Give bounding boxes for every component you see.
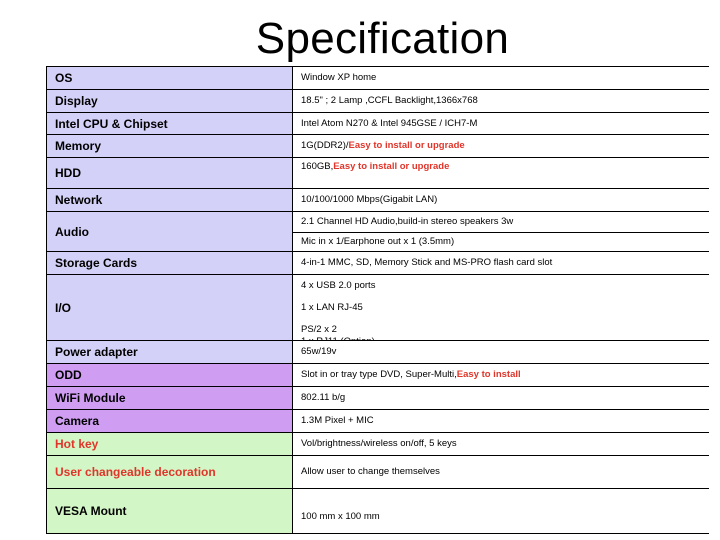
- storage-label: Storage Cards: [47, 252, 292, 274]
- hotkey-value: Vol/brightness/wireless on/off, 5 keys: [293, 433, 711, 455]
- odd-value-text: Slot in or tray type DVD, Super-Multi,: [301, 369, 457, 380]
- camera-label: Camera: [47, 410, 292, 432]
- odd-value: [293, 364, 711, 386]
- display-value: 18.5" ; 2 Lamp ,CCFL Backlight,1366x768: [293, 90, 711, 112]
- hdd-highlight: Easy to install or upgrade: [333, 161, 450, 172]
- io-value: [293, 275, 711, 340]
- power-value: 65w/19v: [293, 341, 711, 363]
- decoration-label: User changeable decoration: [47, 456, 292, 488]
- cpu-value: Intel Atom N270 & Intel 945GSE / ICH7-M: [293, 113, 711, 134]
- camera-value: 1.3M Pixel + MIC: [293, 410, 711, 432]
- page-title: Specification: [255, 14, 510, 63]
- wifi-value: 802.11 b/g: [293, 387, 711, 409]
- display-label: Display: [47, 90, 292, 112]
- hdd-label: HDD: [47, 158, 292, 188]
- hdd-value: [293, 158, 711, 188]
- spec-table: [46, 66, 709, 534]
- io-label: I/O: [47, 275, 292, 340]
- memory-label: Memory: [47, 135, 292, 157]
- vesa-value: 100 mm x 100 mm: [293, 489, 711, 533]
- wifi-label: WiFi Module: [47, 387, 292, 409]
- os-value: Window XP home: [293, 67, 711, 89]
- hotkey-label: Hot key: [47, 433, 292, 455]
- network-label: Network: [47, 189, 292, 211]
- vesa-label: VESA Mount: [47, 489, 292, 533]
- audio-value-2: Mic in x 1/Earphone out x 1 (3.5mm): [293, 233, 711, 251]
- cpu-label: Intel CPU & Chipset: [47, 113, 292, 134]
- os-label: OS: [47, 67, 292, 89]
- network-value: 10/100/1000 Mbps(Gigabit LAN): [293, 189, 711, 211]
- memory-highlight: Easy to install or upgrade: [348, 140, 465, 151]
- memory-value-text: 1G(DDR2)/: [301, 140, 349, 151]
- io-line-ps2: PS/2 x 2: [301, 324, 337, 335]
- audio-label: Audio: [47, 212, 292, 251]
- audio-value-1: 2.1 Channel HD Audio,build-in stereo speakers 3w: [293, 212, 711, 232]
- odd-highlight: Easy to install: [456, 369, 521, 380]
- decoration-value: Allow user to change themselves: [293, 456, 711, 488]
- io-line-lan: 1 x LAN RJ-45: [301, 302, 363, 313]
- memory-value: [293, 135, 711, 157]
- odd-label: ODD: [47, 364, 292, 386]
- power-label: Power adapter: [47, 341, 292, 363]
- storage-value: 4-in-1 MMC, SD, Memory Stick and MS-PRO flash card slot: [293, 252, 711, 274]
- io-line-usb: 4 x USB 2.0 ports: [301, 280, 376, 291]
- hdd-value-text: 160GB,: [301, 161, 334, 172]
